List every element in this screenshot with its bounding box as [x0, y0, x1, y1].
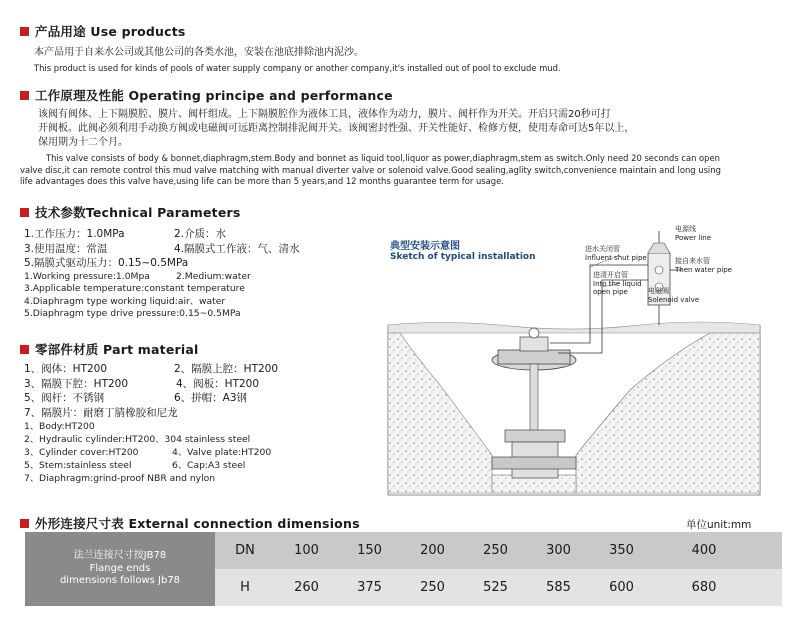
tech-cn-row: 3.使用温度：常温 4.隔膜式工作液：气、清水: [24, 242, 300, 255]
sketch-title-en: Sketch of typical installation: [390, 252, 536, 262]
section-bullet-icon: [20, 345, 29, 354]
tech-cn-row: 1.工作压力：1.0MPa 2.介质：水: [24, 228, 227, 240]
parts-en-row: 3、Cylinder cover:HT200 4、Valve plate:HT200: [24, 447, 272, 458]
parts-en-row: 2、Hydraulic cylinder:HT200、304 stainless steel: [24, 434, 251, 445]
installation-sketch: [380, 225, 780, 515]
principle-section: [20, 86, 780, 188]
tech-en-row: 5.Diaphragm type drive pressure:0.15~0.5MPa: [24, 308, 241, 319]
section-bullet-icon: [20, 27, 29, 36]
table-row: H 260 375 250 525 585 600 680: [215, 569, 782, 606]
section-title: 工作原理及性能 Operating principe and performance: [35, 88, 393, 103]
power-line-label: 电源线 Power line: [675, 225, 712, 242]
section-bullet-icon: [20, 91, 29, 100]
dimensions-table: [25, 532, 782, 606]
parts-cn-row: 3、隔膜下腔：HT200 4、阀板：HT200: [24, 377, 260, 390]
section-bullet-icon: [20, 519, 29, 528]
influent-shut-pipe-label: 进水关闭管 Influent shut pipe: [585, 245, 647, 262]
products-en-text: This product is used for kinds of pools of water supply company or another company,it's installed out of pool to exclude mud.: [34, 63, 561, 73]
open-pipe-label: 进清开启管 Into the liquid open pipe: [593, 271, 642, 296]
products-cn-text: 本产品用于自来水公司或其他公司的各类水池，安装在池底排除池内泥沙。: [34, 47, 364, 58]
parts-section: [20, 340, 278, 485]
sketch-title-cn: 典型安装示意图: [390, 241, 460, 252]
flange-note: 法兰连接尺寸按JB78 Flange ends dimensions follows Jb78: [25, 532, 215, 606]
principle-cn-text: 该阀有阀体、上下隔膜腔、膜片、阀杆组成。上下隔膜腔作为液体工具，液体作为动力，膜片、阀杆作为开关。开启只需20秒可打 开阀板。此阀必须利用手动换方阀或电磁阀可远距离控制排泥阀开关。该阀密封性强、开关性能好、检修方便，使用寿命可达5年以上， 保用期为十二个月。: [38, 109, 635, 148]
unit-label: 单位unit:mm: [686, 519, 752, 531]
parts-en-row: 5、Stem:stainless steel 6、Cap:A3 steel: [24, 460, 246, 471]
tech-en-row: 3.Applicable temperature:constant temperature: [24, 283, 245, 294]
parts-en-row: 1、Body:HT200: [24, 421, 95, 432]
external-section: [20, 514, 360, 532]
section-title: 技术参数Technical Parameters: [35, 205, 241, 220]
parts-cn-row: 7、隔膜片：耐磨丁腈橡胶和尼龙: [24, 406, 178, 419]
tech-en-row: 4.Diaphragm type working liquid:air、water: [24, 295, 226, 307]
parts-cn-row: 5、阀杆：不锈钢 6、拼帽：A3钢: [24, 392, 248, 404]
solenoid-valve-label: 电磁阀 Solenoid valve: [648, 287, 700, 304]
use-products-section: [20, 22, 561, 75]
section-title: 零部件材质 Part material: [35, 342, 199, 357]
technical-section: [20, 203, 300, 321]
section-title: 外形连接尺寸表 External connection dimensions: [35, 516, 360, 531]
parts-en-row: 7、Diaphragm:grind-proof NBR and nylon: [24, 473, 216, 484]
parts-cn-row: 1、阀体：HT200 2、隔膜上腔：HT200: [24, 363, 279, 375]
section-title: 产品用途 Use products: [35, 24, 186, 39]
section-bullet-icon: [20, 208, 29, 217]
table-row: DN 100 150 200 250 300 350 400: [215, 532, 782, 569]
principle-en-text: This valve consists of body & bonnet,diaphragm,stem.Body and bonnet as liquid tool,liquor as power,diaphragm,stem as switch.Only need 20 seconds can open valve disc,it can remote control this mud valve matching with manual diverter valve or solenoid valve.Good sealing,aglity switch,convenience maintain and long using life advantages does this valve have,using life can be more than 5 years,and 12 months guarantee term for usage.: [20, 153, 721, 186]
tech-cn-row: 5.隔膜式驱动压力：0.15~0.5MPa: [24, 257, 189, 269]
then-water-pipe-label: 接自来水管 Then water pipe: [675, 257, 732, 274]
tech-en-row: 1.Working pressure:1.0Mpa 2.Medium:water: [24, 270, 251, 282]
